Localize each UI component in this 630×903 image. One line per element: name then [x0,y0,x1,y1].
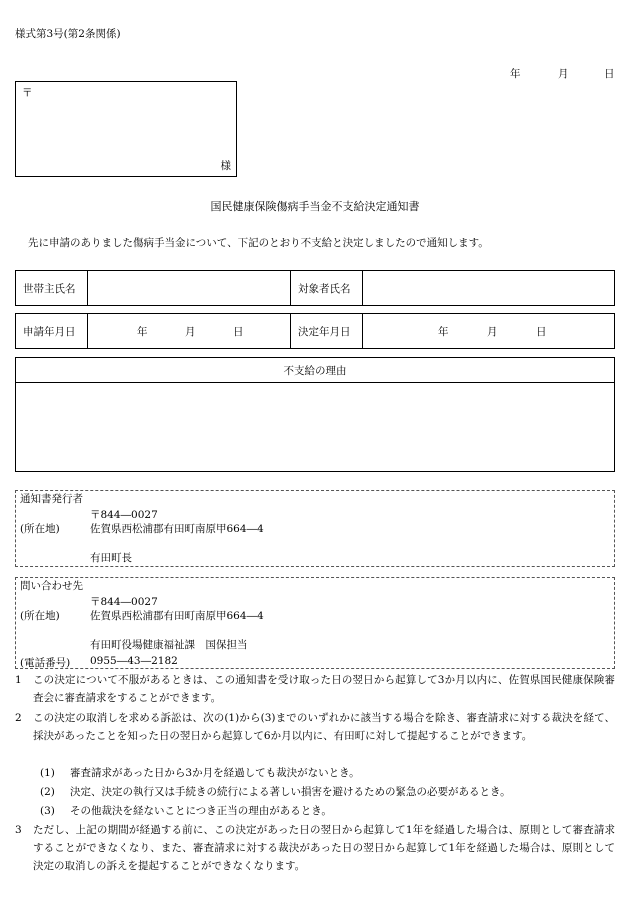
decision-date-label: 決定年月日 [298,325,351,338]
contact-phone-label: (電話番号) [20,657,71,669]
sub-item-text: 審査請求があった日から3か月を経過しても裁決がないとき。 [70,767,360,779]
form-number: 様式第3号(第2条関係) [15,28,121,40]
date-day-label: 日 [604,68,615,80]
contact-location-label: (所在地) [20,610,60,622]
sub-item-number: (3) [40,805,55,817]
note-item [15,821,615,875]
decision-month: 月 [487,325,498,338]
address-box [15,81,237,177]
issuer-address: 佐賀県西松浦郡有田町南原甲664―4 [90,523,264,535]
intro-text: 先に申請のありました傷病手当金について、下記のとおり不支給と決定しましたので通知します。 [28,237,489,249]
decision-year: 年 [438,325,449,338]
decision-day: 日 [536,325,547,338]
sub-item-text: 決定、決定の執行又は手続きの続行による著しい損害を避けるための緊急の必要があるとき。 [70,786,511,798]
sub-item [40,802,332,820]
note-text: この決定の取消しを求める訴訟は、次の(1)から(3)までのいずれかに該当する場合を除き、審査請求に対する裁決を経て、採決があったことを知った日の翌日から起算して6か月以内に、有田町に対して提起することができます。 [33,712,615,742]
issuer-heading: 通知書発行者 [20,493,83,505]
application-day: 日 [233,325,244,338]
sub-item-number: (2) [40,786,55,798]
page-title: 国民健康保険傷病手当金不支給決定通知書 [210,200,420,213]
contact-department: 有田町役場健康福祉課 国保担当 [90,639,248,651]
subject-name-label: 対象者氏名 [298,282,351,295]
sub-item-text: その他裁決を経ないことにつき正当の理由があるとき。 [70,805,332,817]
application-date-label: 申請年月日 [23,325,76,338]
contact-postal: 〒844―0027 [90,596,158,608]
sub-item [40,764,360,782]
sub-item [40,783,511,801]
postal-mark: 〒 [22,87,33,99]
date-month-label: 月 [558,68,569,80]
householder-name-label: 世帯主氏名 [23,282,76,295]
contact-address: 佐賀県西松浦郡有田町南原甲664―4 [90,610,264,622]
issuer-postal: 〒844―0027 [90,509,158,521]
issuer-location-label: (所在地) [20,523,60,535]
issuer-name: 有田町長 [90,552,132,564]
note-text: この決定について不服があるときは、この通知書を受け取った日の翌日から起算して3か月以内に、佐賀県国民健康保険審査会に審査請求をすることができます。 [33,674,615,704]
note-item [15,709,615,745]
contact-phone: 0955―43―2182 [90,655,178,667]
note-number: 1 [15,674,22,686]
honorific-sama: 様 [220,160,231,172]
contact-heading: 問い合わせ先 [20,580,83,592]
note-number: 3 [15,824,22,836]
dates-row [15,313,615,349]
date-year-label: 年 [510,68,521,80]
reason-header: 不支給の理由 [16,358,614,383]
sub-item-number: (1) [40,767,55,779]
note-item [15,671,615,707]
names-row [15,270,615,306]
note-text: ただし、上記の期間が経過する前に、この決定があった日の翌日から起算して1年を経過した場合は、原則として審査請求することができなくなり、また、審査請求に対する裁決があった日の翌日から起算して1年を経過した場合は、原則として決定の取消しの訴えを提起することができなくなります。 [33,824,615,872]
application-year: 年 [137,325,148,338]
reason-box [15,357,615,472]
application-month: 月 [185,325,196,338]
note-number: 2 [15,712,22,724]
